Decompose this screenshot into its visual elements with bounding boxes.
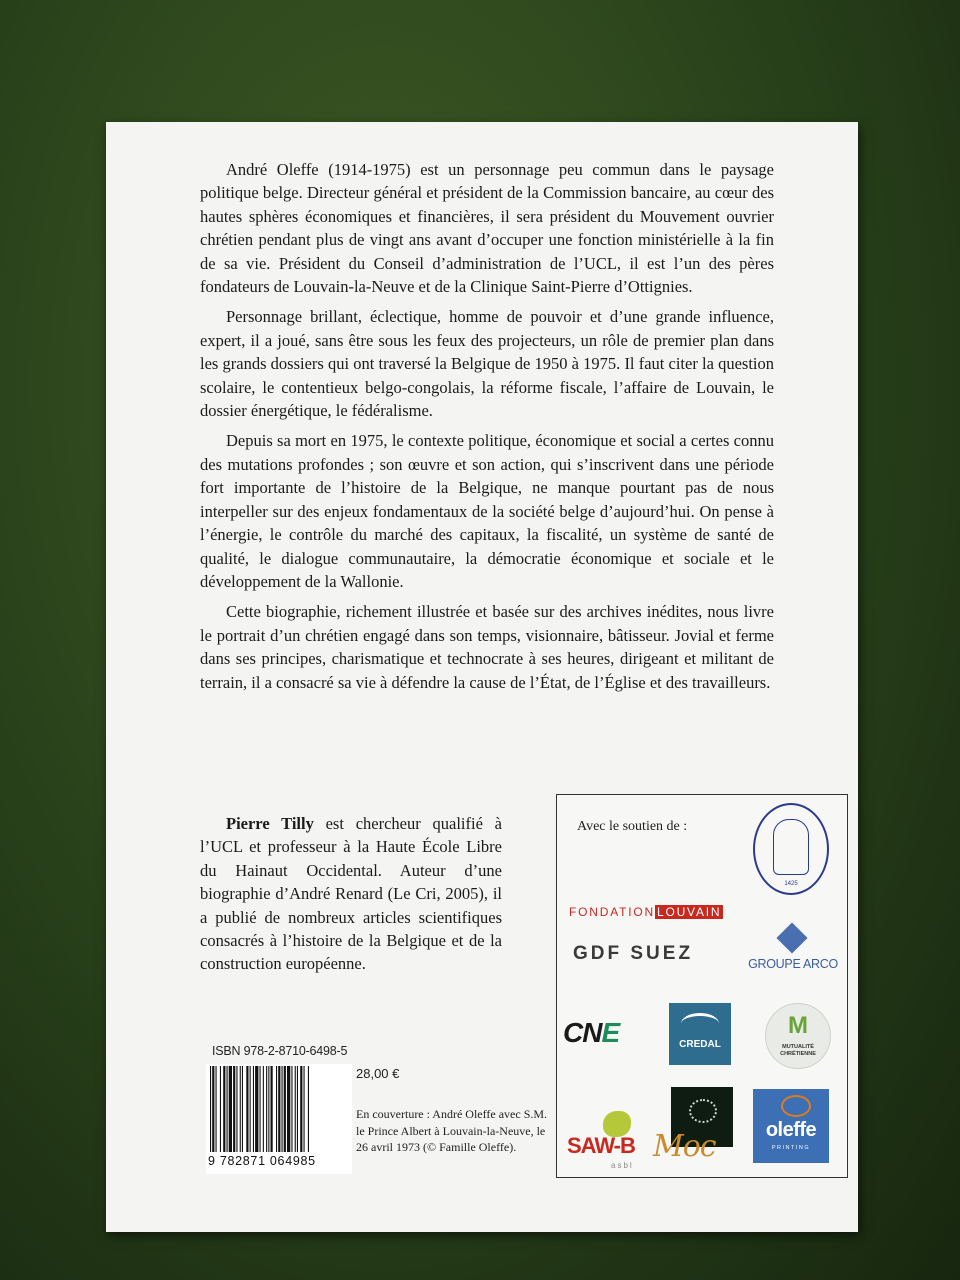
barcode-bar <box>210 1066 211 1152</box>
groupe-arco-logo <box>745 927 841 977</box>
price: 28,00 € <box>356 1066 400 1081</box>
barcode-bars <box>210 1066 348 1154</box>
cover-caption: En couverture : André Oleffe avec S.M. le Prince Albert à Louvain-la-Neuve, le 26 avril 1973 (© Famille Oleffe). <box>356 1107 548 1154</box>
fondation-word: FONDATION <box>569 905 655 919</box>
barcode-bar <box>278 1066 280 1152</box>
barcode-bar <box>291 1066 292 1152</box>
mutualite-mark-icon: M <box>788 1012 808 1039</box>
credal-wave-icon <box>681 1013 719 1034</box>
oleffe-printing-logo <box>753 1089 829 1163</box>
barcode-digits: 9 782871 064985 <box>208 1154 316 1168</box>
summary-paragraph-3: Depuis sa mort en 1975, le contexte politique, économique et social a certes connu des mutations profondes ; son œuvre et son action, qui s’inscrivent dans une période fort importante de l’histoire de la Belgique, ne manque pourtant pas de nous interpeller sur des enjeux fondamentaux de la société belge d’aujourd’hui. On pense à l’énergie, le contrôle du marché des capitaux, la fiscalité, un système de santé de qualité, le dialogue communautaire, la démocratie économique et sociale et le développement de la Wallonie. <box>200 431 774 591</box>
barcode-bar <box>229 1066 232 1152</box>
cne-text: CN <box>563 1017 602 1048</box>
barcode-bar <box>227 1066 228 1152</box>
author-bio-text: est chercheur qualifié à l’UCL et professeur à la Haute École Libre du Hainaut Occidental. Auteur d’une biographie d’André Renard (Le Cri, 2005), il a publié de nombreux articles scientifiques consacrés à l’histoire de la Belgique et de la construction européenne. <box>200 814 502 974</box>
barcode-bar <box>216 1066 217 1152</box>
barcode-bar <box>297 1066 298 1152</box>
barcode <box>206 1064 352 1174</box>
barcode-bar <box>220 1066 221 1152</box>
arco-diamond-icon <box>776 922 807 953</box>
author-name: Pierre Tilly <box>226 814 314 833</box>
barcode-bar <box>246 1066 248 1152</box>
barcode-bar <box>260 1066 261 1152</box>
barcode-bar <box>250 1066 251 1152</box>
summary-text <box>200 158 774 701</box>
barcode-bar <box>255 1066 258 1152</box>
barcode-bar <box>276 1066 277 1152</box>
cne-e: E <box>601 1017 620 1048</box>
cne-logo <box>563 1017 619 1049</box>
summary-paragraph-4: Cette biographie, richement illustrée et basée sur des archives inédites, nous livre le portrait d’un chrétien engagé dans son temps, visionnaire, bâtisseur. Jovial et ferme dans ses principes, charismatique et technocrate à ses heures, dirigeant et militant de terrain, il a consacré sa vie à défendre la cause de l’État, de l’Église et des travailleurs. <box>200 602 774 692</box>
oleffe-printing-text: PRINTING <box>771 1145 811 1151</box>
barcode-bar <box>242 1066 243 1152</box>
book-back-cover <box>106 122 858 1232</box>
barcode-bar <box>233 1066 235 1152</box>
seal-year: 1425 <box>784 881 798 887</box>
barcode-bar <box>300 1066 302 1152</box>
barcode-bar <box>253 1066 254 1152</box>
gdf-suez-logo: GDF SUEZ <box>573 943 694 964</box>
credal-logo <box>669 1003 731 1065</box>
saw-b-text: SAW-B <box>567 1133 635 1158</box>
barcode-bar <box>263 1066 264 1152</box>
sponsors-title: Avec le soutien de : <box>577 819 688 834</box>
louvain-word: LOUVAIN <box>656 905 722 919</box>
barcode-bar <box>240 1066 241 1152</box>
barcode-bar <box>308 1066 309 1152</box>
saw-b-logo <box>567 1111 657 1171</box>
mutualite-chretienne-logo <box>765 1003 831 1069</box>
barcode-bar <box>268 1066 269 1152</box>
barcode-bar <box>223 1066 225 1152</box>
seal-figure-icon <box>773 819 809 875</box>
moc-swirl-icon <box>689 1099 717 1123</box>
barcode-bar <box>236 1066 237 1152</box>
barcode-bar <box>304 1066 305 1152</box>
barcode-bar <box>282 1066 283 1152</box>
mutualite-text: MUTUALITÉ CHRÉTIENNE <box>780 1044 816 1057</box>
oleffe-ring-icon <box>781 1095 811 1117</box>
barcode-bar <box>212 1066 214 1152</box>
arco-text: GROUPE ARCO <box>748 957 838 971</box>
university-seal-logo <box>753 803 829 895</box>
fondation-louvain-logo <box>569 905 723 919</box>
barcode-bar <box>284 1066 286 1152</box>
barcode-bar <box>271 1066 273 1152</box>
credal-text: CREDAL <box>679 1039 721 1050</box>
author-bio <box>200 812 502 976</box>
summary-paragraph-2: Personnage brillant, éclectique, homme de pouvoir et d’une grande influence, expert, il a joué, sans être sous les feux des projecteurs, un rôle de premier plan dans les grands dossiers qui ont traversé la Belgique de 1950 à 1975. Il faut citer la question scolaire, le contentieux belgo-congolais, la réforme fiscale, l’affaire de Louvain, le dossier énergétique, le fédéralisme. <box>200 307 774 421</box>
saw-b-asbl: asbl <box>611 1161 634 1170</box>
isbn: ISBN 978-2-8710-6498-5 <box>212 1044 348 1058</box>
summary-paragraph-1: André Oleffe (1914-1975) est un personnage peu commun dans le paysage politique belge. Directeur général et président de la Commission bancaire, au cœur des hautes sphères économiques et financières, il sera président du Mouvement ouvrier chrétien pendant plus de vingt ans avant d’occuper une fonction ministérielle à la fin de sa vie. Président du Conseil d’administration de l’UCL, il est l’un des pères fondateurs de Louvain-la-Neuve et de la Clinique Saint-Pierre d’Ottignies. <box>200 160 774 297</box>
barcode-bar <box>287 1066 290 1152</box>
barcode-bar <box>295 1066 296 1152</box>
moc-text: Moc <box>653 1129 716 1164</box>
barcode-bar <box>266 1066 267 1152</box>
sponsors-box <box>556 794 848 1178</box>
oleffe-text: oleffe <box>765 1119 817 1141</box>
